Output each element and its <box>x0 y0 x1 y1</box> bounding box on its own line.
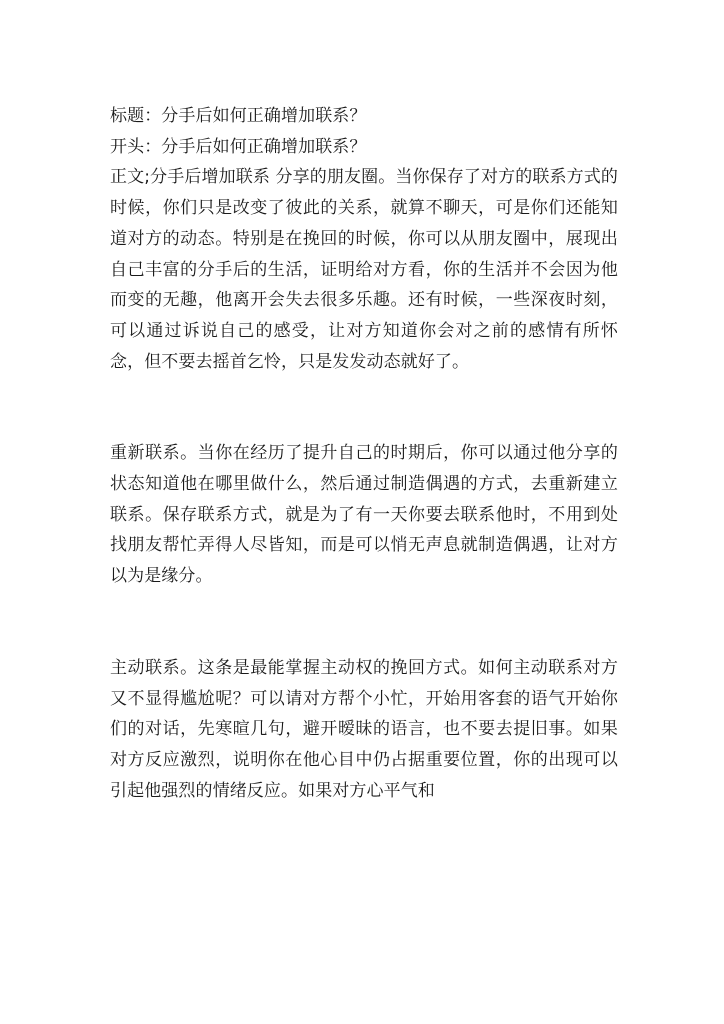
document-body <box>110 101 618 806</box>
paragraph-reconnect: 重新联系。当你在经历了提升自己的时期后，你可以通过他分享的状态知道他在哪里做什么，然后通过制造偶遇的方式，去重新建立联系。保存联系方式，就是为了有一天你要去联系他时，不用到处找朋友帮忙弄得人尽皆知，而是可以悄无声息就制造偶遇，让对方以为是缘分。 <box>110 443 618 587</box>
paragraph-active-contact: 主动联系。这条是最能掌握主动权的挽回方式。如何主动联系对方又不显得尴尬呢？可以请对方帮个小忙，开始用客套的语气开始你们的对话，先寒暄几句，避开暧昧的语言，也不要去提旧事。如果对方反应激烈，说明你在他心目中仍占据重要位置，你的出现可以引起他强烈的情绪反应。如果对方心平气和 <box>110 657 618 801</box>
paragraph-spacer <box>110 377 618 438</box>
paragraph-moments: 正文;分手后增加联系 分享的朋友圈。当你保存了对方的联系方式的时候，你们只是改变了彼此的关系，就算不聊天，可是你们还能知道对方的动态。特别是在挽回的时候，你可以从朋友圈中，展现出自己丰富的分手后的生活，证明给对方看，你的生活并不会因为他而变的无趣，他离开会失去很多乐趣。还有时候，一些深夜时刻，可以通过诉说自己的感受，让对方知道你会对之前的感情有所怀念，但不要去摇首乞怜，只是发发动态就好了。 <box>110 167 618 372</box>
opening-line: 开头：分手后如何正确增加联系？ <box>110 136 367 157</box>
paragraph-spacer <box>110 592 618 653</box>
title-line: 标题：分手后如何正确增加联系？ <box>110 106 367 126</box>
